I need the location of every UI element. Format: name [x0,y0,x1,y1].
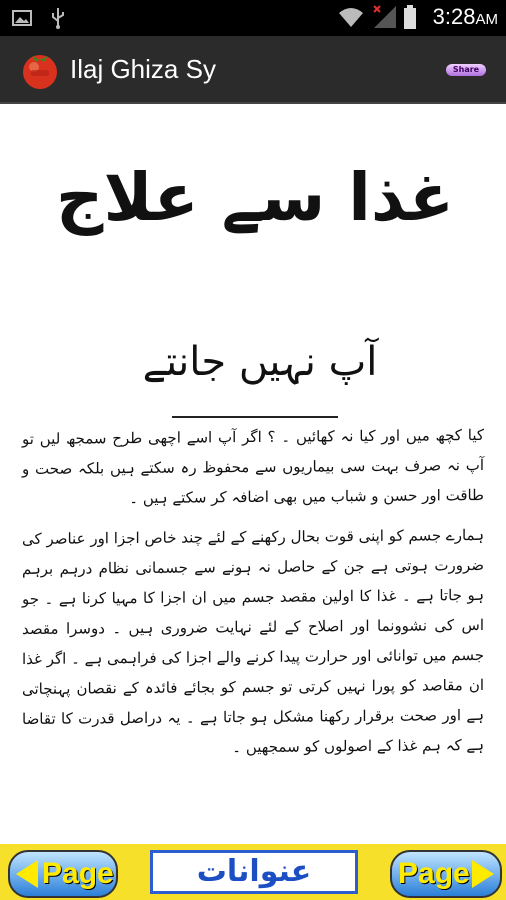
page-content [0,104,506,844]
battery-icon [404,5,416,29]
next-page-label: Page [398,857,470,890]
section-heading: آپ نہیں جانتے [142,339,378,385]
usb-icon [50,7,66,29]
next-page-button[interactable] [390,850,502,898]
arrow-right-icon [472,860,494,888]
book-title: غذا سے علاج [55,159,455,236]
share-button[interactable]: Share [446,64,486,76]
previous-page-label: Page [42,857,114,890]
signal-icon [372,4,398,30]
previous-page-button[interactable] [8,850,118,898]
bottom-nav [0,844,506,900]
contents-button[interactable] [150,850,358,894]
gallery-icon [12,10,32,26]
heading-divider [172,416,338,418]
contents-label: عنوانات [196,854,312,889]
arrow-left-icon [16,860,38,888]
app-title: Ilaj Ghiza Sy [70,54,216,84]
paragraph: کیا کچھ میں اور کیا نہ کھائیں ۔ ؟ اگر آپ اسے اچھی طرح سمجھ لیں تو آپ نہ صرف بہت سی بیماریوں سے محفوظ رہ سکتے ہیں بلکہ صحت و طاقت اور حسن و شباب میں بھی اضافہ کر سکتے ہیں ۔ [22,425,484,508]
status-bar [0,0,506,36]
action-bar [0,36,506,104]
clock: 3:28AM [432,4,498,29]
paragraph: ہمارے جسم کو اپنی قوت بحال رکھنے کے لئے چند خاص اجزا اور عناصر کی ضرورت ہوتی ہے جن کے حاصل نہ ہونے سے جسمانی نظام درہم برہم ہو جاتا ہے ۔ غذا کا اولین مقصد جسم میں ان اجزا کا مہیا کرنا ہے ۔ جو اس کی نشوونما اور اصلاح کے لئے نہایت ضروری ہیں ۔ دوسرا مقصد جسم میں توانائی اور حرارت پیدا کرنے والے اجزا کی فراہمی ہے ۔ اگر غذا ان مقاصد کو پورا نہیں کرتی تو جسم کو بجائے فائدہ کے نقصان پہنچاتی ہے اور صحت برقرار رکھنا مشکل ہو جاتا ہے ۔ یہ دراصل قدرت کا تقاضا ہے کہ ہم غذا کے اصولوں کو سمجھیں ۔ [22,525,484,757]
tomato-icon[interactable] [20,50,60,90]
wifi-icon [338,6,364,28]
